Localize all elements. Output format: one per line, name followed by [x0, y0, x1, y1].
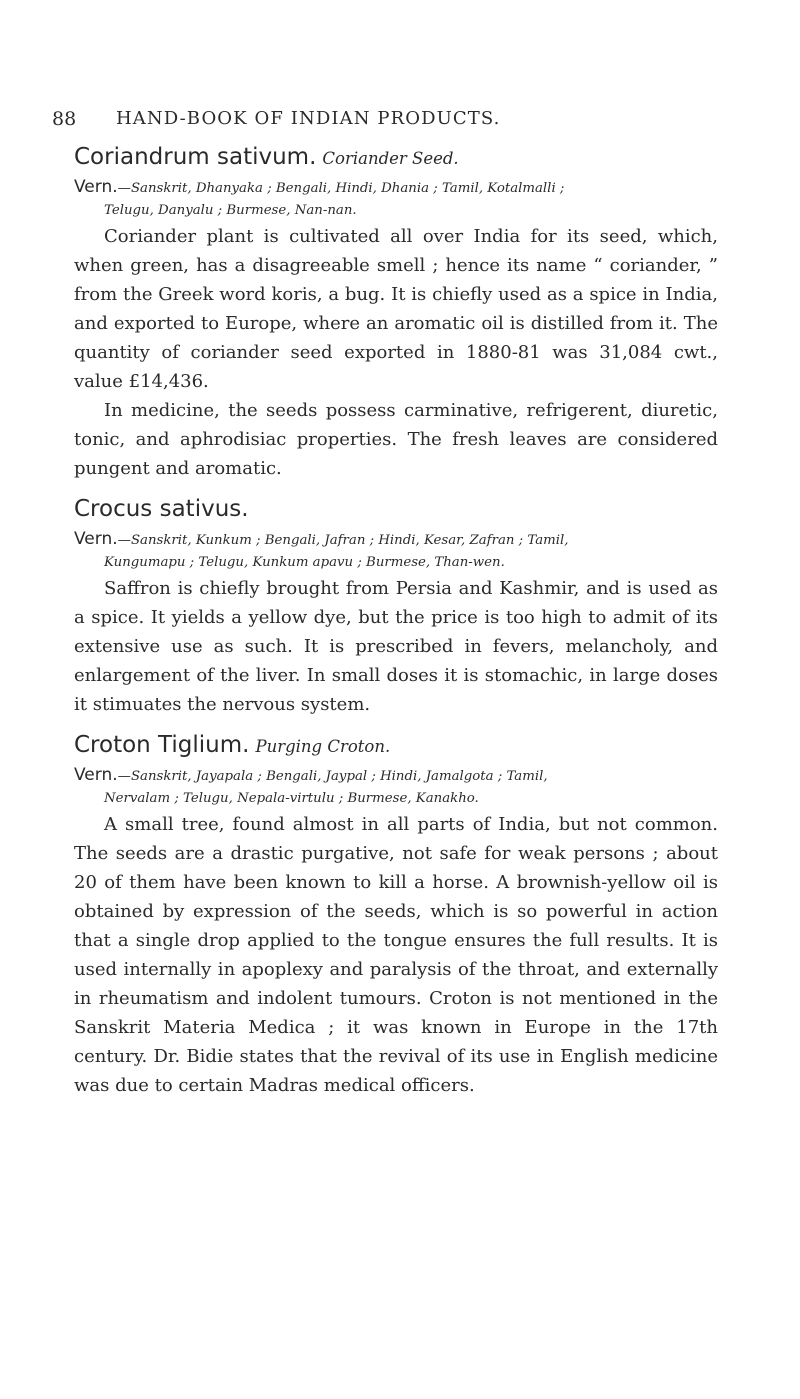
vern-line: Nervalam ; Telugu, Nepala-virtulu ; Burmese, Kanakho. — [104, 791, 479, 806]
page-content — [74, 140, 718, 1104]
vern-line: Telugu, Danyalu ; Burmese, Nan-nan. — [104, 203, 357, 218]
entry-croton — [74, 728, 718, 1100]
running-title: HAND-BOOK OF INDIAN PRODUCTS. — [116, 108, 501, 129]
vern-line: —Sanskrit, Jayapala ; Bengali, Jaypal ; Hindi, Jamalgota ; Tamil, — [117, 769, 548, 784]
vern-line: —Sanskrit, Dhanyaka ; Bengali, Hindi, Dhania ; Tamil, Kotalmalli ; — [117, 181, 565, 196]
vernacular-names — [74, 528, 718, 574]
entry-heading — [74, 140, 718, 176]
vernacular-names — [74, 764, 718, 810]
entry-crocus — [74, 492, 718, 719]
paragraph: In medicine, the seeds possess carminative, refrigerent, diuretic, tonic, and aphrodisiac properties. The fresh leaves are considered pungent and aromatic. — [74, 400, 718, 479]
entry-coriandrum — [74, 140, 718, 483]
page-number: 88 — [52, 108, 77, 130]
entry-heading — [74, 492, 718, 528]
common-name: Purging Croton. — [255, 737, 391, 756]
paragraph: Coriander plant is cultivated all over India for its seed, which, when green, has a disagreeable smell ; hence its name “ coriander, ” from the Greek word koris, a bug. It is chiefly used as a spice in India, and exported to Europe, where an aromatic oil is distilled from it. The quantity of coriander seed exported in 1880-81 was 31,084 cwt., value £14,436. — [74, 226, 718, 392]
vern-line: —Sanskrit, Kunkum ; Bengali, Jafran ; Hindi, Kesar, Zafran ; Tamil, — [117, 533, 569, 548]
latin-name: Crocus sativus. — [74, 496, 249, 522]
latin-name: Croton Tiglium. — [74, 732, 250, 758]
vern-label: Vern. — [74, 529, 118, 549]
entry-heading — [74, 728, 718, 764]
paragraph: Saffron is chiefly brought from Persia and Kashmir, and is used as a spice. It yields a yellow dye, but the price is too high to admit of its extensive use as such. It is prescribed in fevers, melancholy, and enlargement of the liver. In small doses it is stomachic, in large doses it stimuates the nervous system. — [74, 578, 718, 715]
vern-label: Vern. — [74, 177, 118, 197]
vern-label: Vern. — [74, 765, 118, 785]
vernacular-names — [74, 176, 718, 222]
common-name: Coriander Seed. — [322, 149, 459, 168]
paragraph: A small tree, found almost in all parts of India, but not common. The seeds are a drastic purgative, not safe for weak persons ; about 20 of them have been known to kill a horse. A brownish-yellow oil is obtained by expression of the seeds, which is so powerful in action that a single drop applied to the tongue ensures the full results. It is used internally in apoplexy and paralysis of the throat, and externally in rheumatism and indolent tumours. Croton is not mentioned in the Sanskrit Materia Medica ; it was known in Europe in the 17th century. Dr. Bidie states that the revival of its use in English medicine was due to certain Madras medical officers. — [74, 814, 718, 1096]
latin-name: Coriandrum sativum. — [74, 144, 317, 170]
page-header — [52, 108, 672, 138]
vern-line: Kungumapu ; Telugu, Kunkum apavu ; Burmese, Than-wen. — [104, 555, 505, 570]
